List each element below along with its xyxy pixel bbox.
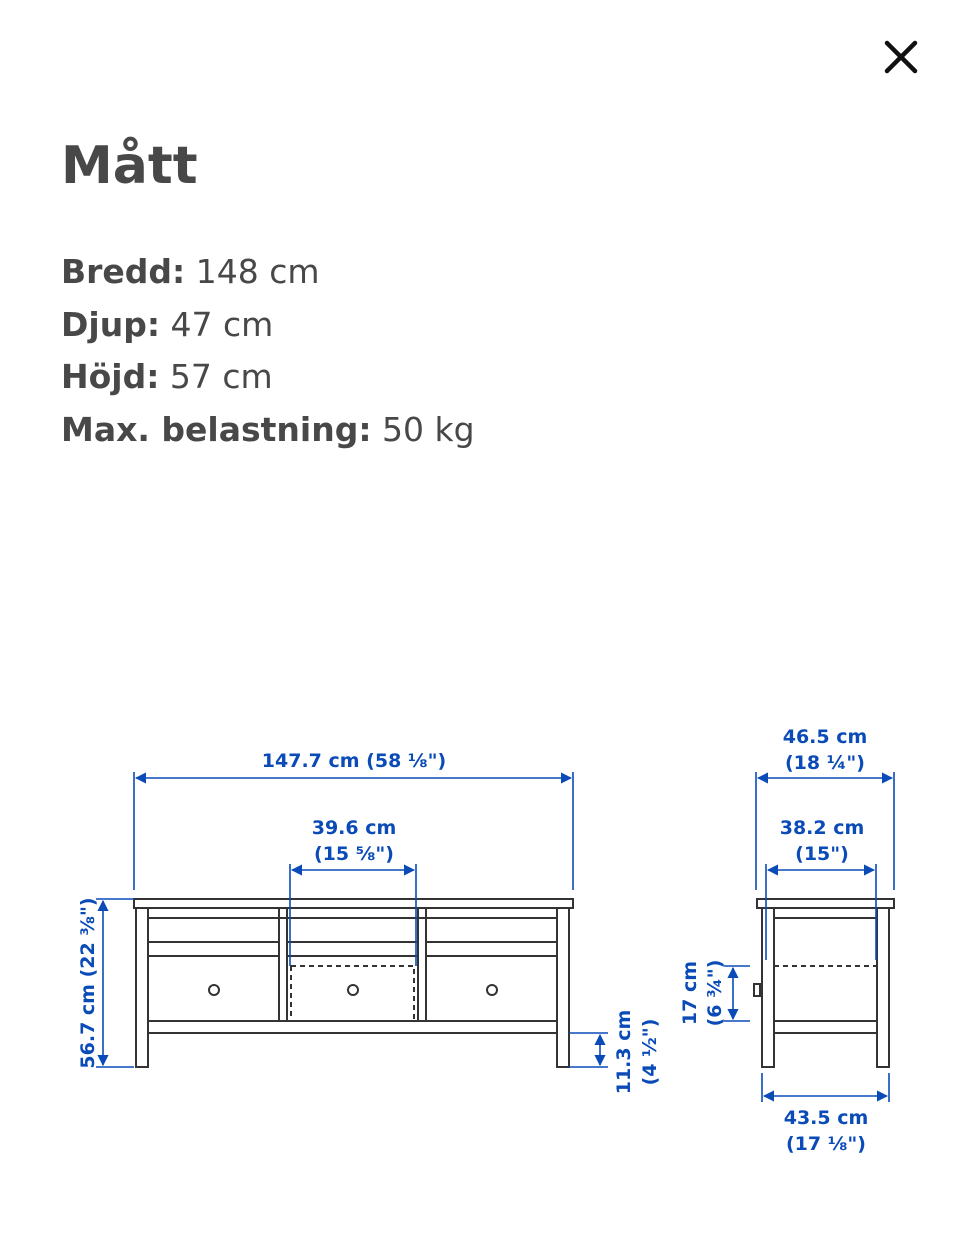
drawer-height-in-label: (6 ¾")	[704, 959, 726, 1027]
spec-max-load	[61, 404, 475, 457]
spec-height	[61, 351, 475, 404]
inner-depth-cm-label: 38.2 cm	[779, 817, 865, 839]
inner-depth-in-label: (15")	[795, 843, 849, 865]
spec-value: 57 cm	[169, 357, 273, 396]
spec-label: Djup:	[61, 304, 161, 344]
spec-label: Max. belastning:	[61, 409, 372, 449]
leg-height-cm-label: 11.3 cm	[613, 1009, 635, 1095]
drawer-width-in-label: (15 ⅝")	[314, 843, 394, 865]
front-height-label: 56.7 cm (22 ⅜")	[77, 897, 99, 1069]
side-view	[754, 899, 894, 1067]
drawer-height-cm-label: 17 cm	[679, 960, 701, 1026]
close-button[interactable]	[872, 28, 930, 86]
spec-value: 50 kg	[382, 409, 475, 449]
spec-value: 47 cm	[170, 304, 274, 344]
spec-label: Bredd:	[61, 252, 186, 291]
spec-list	[61, 246, 475, 456]
close-icon	[883, 39, 919, 75]
spec-depth	[61, 299, 475, 352]
base-depth-cm-label: 43.5 cm	[783, 1107, 869, 1129]
dimension-drawing	[0, 700, 960, 1248]
side-depth-cm-label: 46.5 cm	[782, 726, 868, 748]
spec-label: Höjd:	[61, 357, 160, 396]
drawer-width-cm-label: 39.6 cm	[311, 817, 397, 839]
front-width-label: 147.7 cm (58 ⅛")	[261, 750, 447, 772]
spec-value: 148 cm	[195, 252, 320, 291]
front-view	[134, 899, 573, 1067]
leg-height-in-label: (4 ½")	[639, 1018, 661, 1086]
base-depth-in-label: (17 ⅛")	[786, 1133, 866, 1155]
page-title: Mått	[61, 136, 198, 196]
side-depth-in-label: (18 ¼")	[785, 752, 865, 774]
spec-width	[61, 246, 475, 299]
